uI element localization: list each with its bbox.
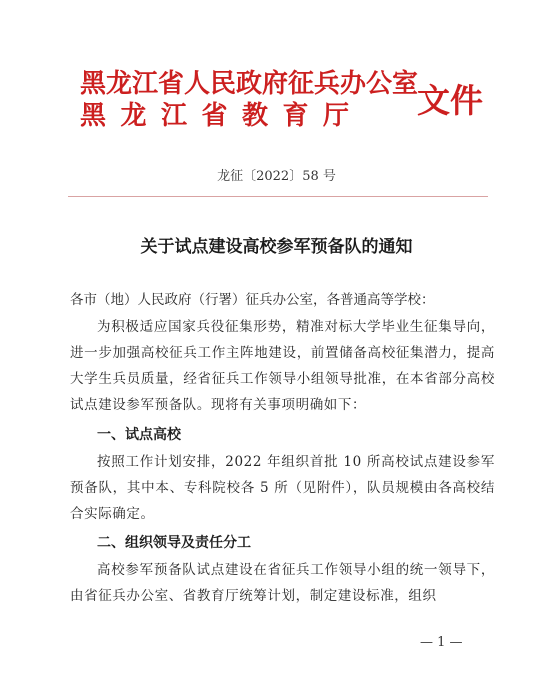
document-title: 关于试点建设高校参军预备队的通知	[140, 237, 413, 257]
document-number: 龙征〔2022〕58 号	[217, 169, 336, 184]
paragraph-intro: 为积极适应国家兵役征集形势，精准对标大学毕业生征集导向，进一步加强高校征兵工作主阵地建设，前置储备高校征集潜力，提高大学生兵员质量，经省征兵工作领导小组领导批准，在本省部分高校试点建设参军预备队。现将有关事项明确如下：	[70, 319, 495, 413]
paragraph-organization: 高校参军预备队试点建设在省征兵工作领导小组的统一领导下，由省征兵办公室、省教育厅统筹计划，制定建设标准，组织	[70, 562, 495, 604]
masthead-issuer-2: 黑龙江省教育厅	[80, 101, 364, 131]
masthead-document-word: 文件	[417, 81, 483, 120]
section-heading-pilot-schools: 一、试点高校	[97, 427, 181, 443]
masthead-issuer-1: 黑龙江省人民政府征兵办公室	[80, 69, 419, 99]
page-number: — 1 —	[420, 635, 463, 650]
section-heading-organization: 二、组织领导及责任分工	[97, 535, 251, 551]
separator-rule	[68, 196, 488, 197]
paragraph-pilot-schools: 按照工作计划安排，2022 年组织首批 10 所高校试点建设参军预备队，其中本、专科院校各 5 所（见附件），队员规模由各高校结合实际确定。	[70, 454, 495, 522]
masthead	[80, 63, 500, 133]
salutation: 各市（地）人民政府（行署）征兵办公室，各普通高等学校：	[70, 292, 435, 308]
